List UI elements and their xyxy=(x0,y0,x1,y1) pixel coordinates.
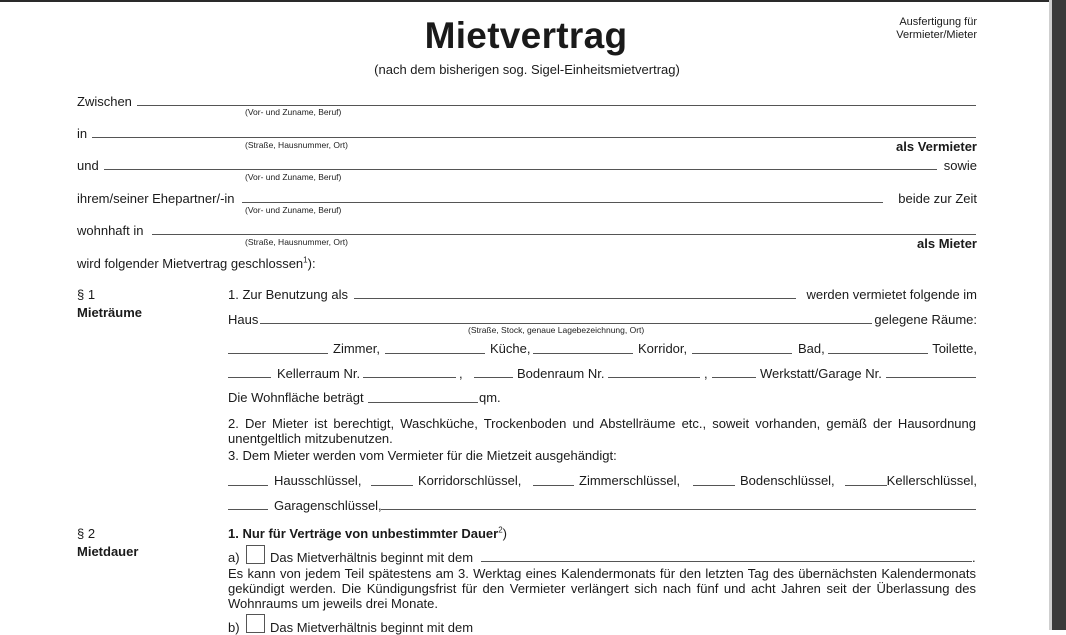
field-kueche-count[interactable] xyxy=(385,353,485,354)
field-kellerraum-count[interactable] xyxy=(228,377,271,378)
label-zimmerschluessel: Zimmerschlüssel, xyxy=(579,473,681,488)
s2-option-b-label: b) xyxy=(228,620,240,635)
label-gelegene-raeume: gelegene Räume: xyxy=(874,312,977,327)
hint-house-location: (Straße, Stock, genaue Lagebezeichnung, Ort) xyxy=(468,325,645,335)
label-kueche: Küche, xyxy=(490,341,531,356)
section-2-title: Mietdauer xyxy=(77,544,139,559)
s2-option-b-checkbox[interactable] xyxy=(246,614,265,633)
label-korridor: Korridor, xyxy=(638,341,688,356)
field-other-keys[interactable] xyxy=(381,509,976,510)
label-zimmer: Zimmer, xyxy=(333,341,380,356)
s2-option-a-label: a) xyxy=(228,550,240,565)
hint-tenant-address: (Straße, Hausnummer, Ort) xyxy=(245,237,348,247)
field-bodenraum-nr[interactable] xyxy=(608,377,700,378)
label-toilette: Toilette, xyxy=(932,341,977,356)
page-top-edge xyxy=(0,0,1066,2)
label-garagenschluessel: Garagenschlüssel, xyxy=(274,498,382,513)
label-zwischen: Zwischen xyxy=(77,94,132,109)
label-kellerschluessel: Kellerschlüssel, xyxy=(886,473,977,488)
label-sowie: sowie xyxy=(943,158,977,173)
s1-item2-text: 2. Der Mieter ist berechtigt, Waschküche, Trockenboden und Abstellräume etc., soweit vorhanden, gemäß der Hausordnung unentgeltlich mitzubenutzen. xyxy=(228,416,976,446)
separator-comma-2: , xyxy=(704,366,708,381)
copy-designation-line1: Ausfertigung für xyxy=(899,16,977,28)
separator-comma-1: , xyxy=(459,366,463,381)
label-wohnflaeche: Die Wohnfläche beträgt xyxy=(228,390,364,405)
label-und: und xyxy=(77,158,99,173)
hint-spouse-name: (Vor- und Zuname, Beruf) xyxy=(245,205,342,215)
label-korridorschluessel: Korridorschlüssel, xyxy=(418,473,522,488)
document-title: Mietvertrag xyxy=(424,15,628,56)
field-korridorschluessel-count[interactable] xyxy=(371,485,413,486)
closing-text: wird folgender Mietvertrag geschlossen xyxy=(77,256,304,271)
section-2-number: § 2 xyxy=(77,526,96,541)
s1-item1-end: werden vermietet folgende im xyxy=(806,287,977,302)
label-qm: qm. xyxy=(479,390,501,405)
s2-option-b-text: Das Mietverhältnis beginnt mit dem xyxy=(270,620,474,635)
field-tenant-address[interactable] xyxy=(152,234,976,235)
label-wohnhaft-in: wohnhaft in xyxy=(77,223,144,238)
document-subtitle: (nach dem bisherigen sog. Sigel-Einheitsmietvertrag) xyxy=(374,62,680,77)
field-usage[interactable] xyxy=(354,298,796,299)
closing-end: ): xyxy=(307,256,316,271)
field-house-location[interactable] xyxy=(260,323,872,324)
field-tenant-name[interactable] xyxy=(104,169,937,170)
label-werkstatt: Werkstatt/Garage Nr. xyxy=(760,366,882,381)
field-landlord-name[interactable] xyxy=(137,105,976,106)
s2-heading-text: 1. Nur für Verträge von unbestimmter Dauer xyxy=(228,526,499,541)
label-haus: Haus xyxy=(228,312,259,327)
field-spouse-name[interactable] xyxy=(242,202,883,203)
label-als-vermieter: als Vermieter xyxy=(896,139,977,154)
label-bodenraum: Bodenraum Nr. xyxy=(517,366,605,381)
s2-option-a-paragraph: Es kann von jedem Teil spätestens am 3. Werktag eines Kalendermonats für den letzten Tag des übernächsten Kalendermonats gekündigt werden. Die Kündigungsfrist für den Vermieter verlängert sich nach fünf und acht Jahren seit der Überlassung des Wohnraums um jeweils drei Monate. xyxy=(228,566,976,611)
s2-option-a-end: . xyxy=(972,550,976,565)
footnote-ref-1: 1 xyxy=(303,255,308,265)
field-kellerschluessel-count[interactable] xyxy=(845,485,887,486)
s2-option-a-text: Das Mietverhältnis beginnt mit dem xyxy=(270,550,474,565)
copy-designation-line2: Vermieter/Mieter xyxy=(896,29,977,41)
page-right-edge xyxy=(1052,0,1066,630)
field-toilette-count[interactable] xyxy=(828,353,928,354)
section-1-number: § 1 xyxy=(77,287,96,302)
field-korridor-count[interactable] xyxy=(533,353,633,354)
copy-designation xyxy=(896,16,977,42)
field-werkstatt-count[interactable] xyxy=(712,377,756,378)
field-hausschluessel-count[interactable] xyxy=(228,485,268,486)
s2-heading-end: ) xyxy=(502,526,507,541)
label-in: in xyxy=(77,126,88,141)
label-bodenschluessel: Bodenschlüssel, xyxy=(740,473,835,488)
closing-sentence xyxy=(77,256,316,271)
s1-item3-text: 3. Dem Mieter werden vom Vermieter für die Mietzeit ausgehändigt: xyxy=(228,448,617,463)
field-zimmer-count[interactable] xyxy=(228,353,328,354)
s2-heading xyxy=(228,526,507,541)
label-bad: Bad, xyxy=(798,341,825,356)
label-hausschluessel: Hausschlüssel, xyxy=(274,473,362,488)
field-bodenschluessel-count[interactable] xyxy=(693,485,735,486)
field-start-date-a[interactable] xyxy=(481,561,972,562)
hint-landlord-name: (Vor- und Zuname, Beruf) xyxy=(245,107,342,117)
hint-tenant-name: (Vor- und Zuname, Beruf) xyxy=(245,172,342,182)
field-kellerraum-nr[interactable] xyxy=(363,377,456,378)
field-bad-count[interactable] xyxy=(692,353,792,354)
s2-option-a-checkbox[interactable] xyxy=(246,545,265,564)
s1-item1-text: 1. Zur Benutzung als xyxy=(228,287,348,302)
field-zimmerschluessel-count[interactable] xyxy=(533,485,574,486)
label-als-mieter: als Mieter xyxy=(917,236,977,251)
label-beide-zur-zeit: beide zur Zeit xyxy=(898,191,977,206)
field-landlord-address[interactable] xyxy=(92,137,976,138)
label-ehepartner: ihrem/seiner Ehepartner/-in xyxy=(77,191,235,206)
field-werkstatt-nr[interactable] xyxy=(886,377,976,378)
label-kellerraum: Kellerraum Nr. xyxy=(277,366,361,381)
section-1-title: Mieträume xyxy=(77,305,143,320)
field-wohnflaeche[interactable] xyxy=(368,402,478,403)
field-garagenschluessel-count[interactable] xyxy=(228,509,268,510)
footnote-ref-2: 2 xyxy=(498,525,503,535)
hint-landlord-address: (Straße, Hausnummer, Ort) xyxy=(245,140,348,150)
field-bodenraum-count[interactable] xyxy=(474,377,513,378)
